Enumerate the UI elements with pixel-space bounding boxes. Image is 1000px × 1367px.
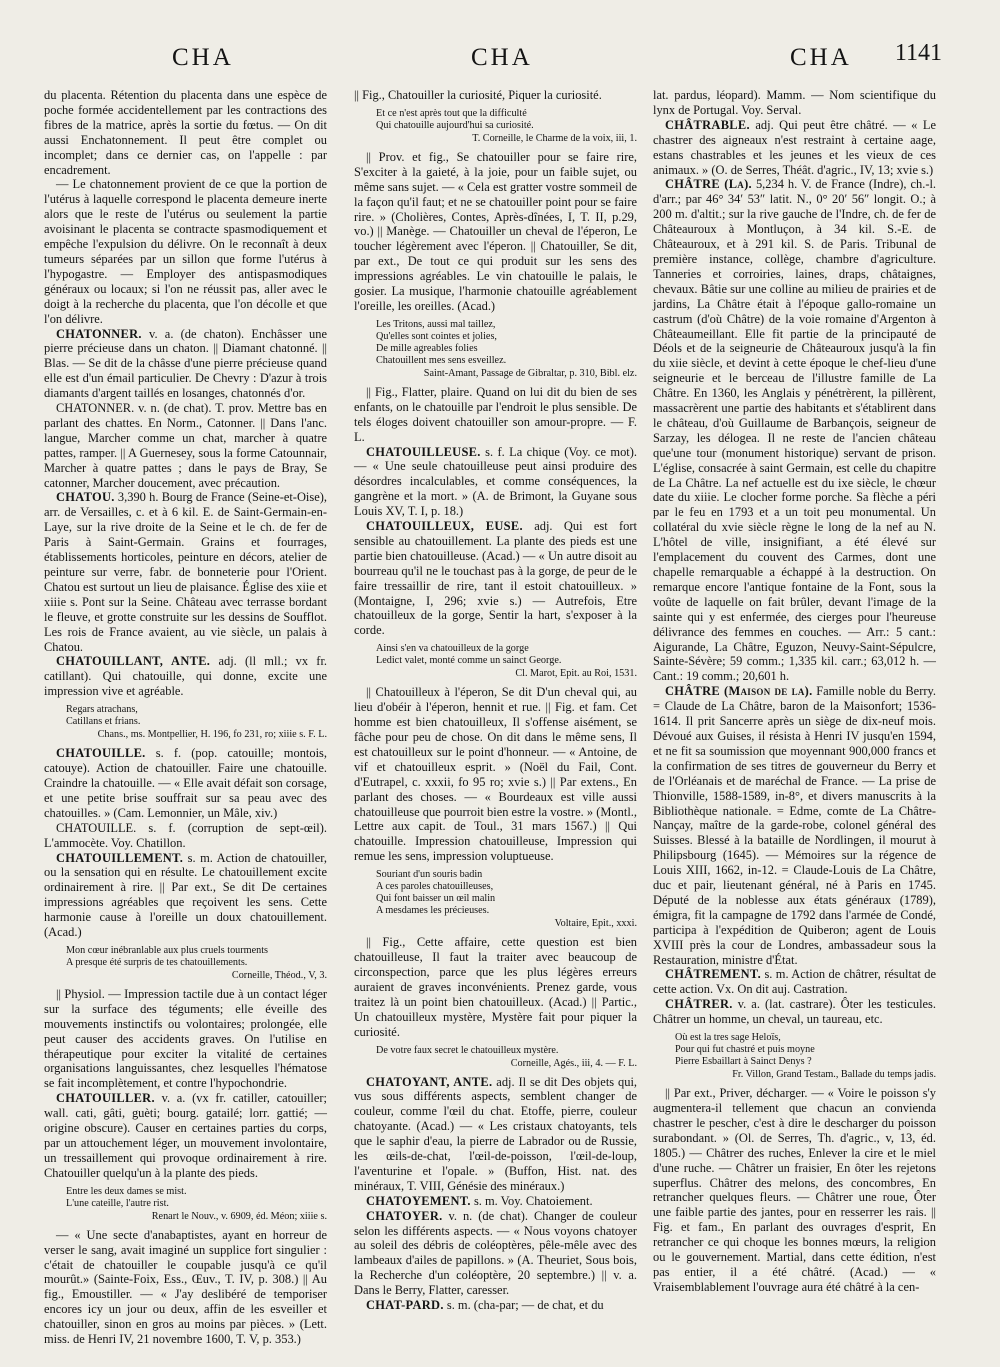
entry-paragraph	[44, 88, 327, 177]
quotation-source: Fr. Villon, Grand Testam., Ballade du temps jadis.	[732, 1069, 936, 1081]
quotation-line: Où est la tres sage Heloïs,	[675, 1032, 781, 1044]
entry-text: adj. Qui peut être châtré. — « Le chastrer des aigneaux n'est restraint à certaine aage, estans chastrables et les jeunes et les vieux de ces animaux. » (O. de Serres, Théât. d'agric., IV, 13; xvie s.)	[653, 117, 936, 177]
quotation-line: Entre les deux dames se mist.	[66, 1185, 187, 1197]
verse-quotation	[675, 1032, 936, 1081]
dictionary-entry	[354, 1209, 637, 1298]
quotation-line: Les Tritons, aussi mal taillez,	[376, 318, 496, 330]
entry-headword: CHÂTRE (Maison de la).	[665, 684, 813, 699]
quotation-line: Qui font baisser un œil malin	[376, 893, 496, 905]
entry-text: — Le chatonnement provient de ce que la portion de l'utérus à laquelle correspond le placenta demeure inerte alors que le reste de l'utérus ou seulement la partie avoisinant le placenta se contracte spasmodiquement et empêche l'expulsion du délivre. On le reconnaît à deux tumeurs séparées par un sillon que forme l'utérus à l'hypogastre. — Employer des antispasmodiques généraux ou locaux; si l'on ne réussit pas, aller avec le doigt à la recherche du placenta, que l'on décolle et que l'on délivre.	[44, 177, 327, 326]
quotation-source: Chans., ms. Montpellier, H. 196, fo 231, ro; xiiie s. F. L.	[97, 729, 327, 741]
entry-headword: CHATOUILLER.	[56, 1091, 155, 1106]
entry-headword: CHATOUILLEUSE.	[366, 444, 481, 459]
entry-headword: CHATOYER.	[366, 1208, 443, 1223]
entry-text: CHATONNER. v. n. (de chat). T. prov. Mettre bas en parlant des chattes. En Norm., Catonner. || Dans l'anc. langue, Marcher comme un chat, marcher à quatre pattes, ramper. || A Guernesey, sous la forme Catounnair, Marcher à quatre pattes ; dans le pays de Bray, Se catonner, Marcher doucement, avec précaution.	[44, 401, 327, 490]
dictionary-entry	[354, 1194, 637, 1209]
entry-paragraph	[44, 1228, 327, 1347]
entry-headword: CHATOUILLE.	[56, 746, 146, 761]
quotation-line: Pour qui fut chastré et puis moyne	[675, 1044, 815, 1056]
dictionary-entry	[44, 490, 327, 654]
quotation-line: Et ce n'est après tout que la difficulté	[376, 107, 527, 119]
quotation-line: Ledict valet, monté comme un sainct George.	[376, 655, 562, 667]
running-head-left: CHA	[172, 44, 234, 71]
entry-text: 5,234 h. V. de France (Indre), ch.-l. d'arr.; par 46° 34′ 53″ latit. N., 0° 20′ 56″ longit. O.; à 200 m. d'altit.; sur la rive gauche de l'Indre, ch. de fer de Châteauroux à Montluçon, à 34 kil. S.-E. de Châteauroux, et à 291 kil. S. de Paris. Tribunal de première instance, collège, chambre d'agriculture. Tanneries et corroiries, laines, draps, châtaignes, chevaux. Bâtie sur une colline au milieu de prairies et de jardins, La Châtre était à l'époque gallo-romaine un castrum (d'où Châtre) de la voie romaine d'Argenton à Châteaumeillant. Elle fit partie de la principauté de Déols et de la seigneurie de Châteauroux jusqu'à la fin du xiie siècle, et devint à cette époque le chef-lieu d'une seigneurie et le berceau de l'illustre famille de La Châtre. En 1360, les Anglais y pénétrèrent, la pillèrent, massacrèrent une partie des habitants et s'établirent dans le château, d'où Guillaume de Barbançois, seigneur de Sarzay, les délogea. Il ne reste de l'ancien château que'une tour (monument historique) servant de prison. L'église, consacrée à saint Germain, est celle du chapitre de La Châtre. La nef actuelle est du ixe siècle, le chœur date du xiiie. Le clocher forme porche. Sa flèche a péri par le feu en 1793 et a un toit peu monumental. Un collatéral du xvie siècle règne le long de la nef au N. L'hôtel de ville, insignifiant, a été élevé sur l'emplacement du couvent des Carmes, dont une chapelle remarquable a échappé à la destruction. On remarque encore l'antique fontaine de la Font, sous la voûte de laquelle on fait brûler, devant l'image de la sainte qui y est enfermée, des cierges pour l'heureuse délivrance des femmes en couches. — Arr.: 5 cant.: Aigurande, La Châtre, Eguzon, Neuvy-Saint-Sépulcre, Sainte-Sévère; 59 comm.; 1,335 kil. carr.; 63,012 h. — Cant.: 19 comm.; 20,601 h.	[653, 177, 937, 684]
entry-paragraph	[354, 685, 637, 864]
dictionary-entry	[653, 684, 936, 967]
dictionary-entry	[44, 654, 327, 699]
quotation-line: A ces paroles chatouilleuses,	[376, 881, 494, 893]
entry-text: || Par ext., Priver, décharger. — « Voire le poisson s'y augmentera-il tellement que chacun an convienda chastrer le pescher, c'est à dire le descharger du poisson surabondant. » (Ol. de Serres, Th. d'agric., v, 13, éd. 1805.) — Châtrer des ruches, Enlever la cire et le miel d'une ruche. — Châtrer un fraisier, En ôter les rejetons superflus. Châtrer des melons, des concombres, En retrancher quelques fleurs. — Châtrer une roue, Ôter une faible partie des jantes, pour en resserrer les rais. || Fig. et fam., En parlant des ouvrages d'esprit, En retrancher ce qui choque les bonnes mœurs, la religion ou le gouvernement. Martial, dans cette édition, n'est pas entier, il a été châtré. (Acad.) — « Vraisemblablement l'ouvrage aura été châtré à la cen-	[653, 1086, 936, 1294]
entry-text: || Fig., Cette affaire, cette question est bien chatouilleuse, Il faut la traiter avec beaucoup de circonspection, parce que les plus légères erreurs auraient de graves inconvénients. Prenez garde, vous traitez là un point bien chatouilleux. (Acad.) || Partic., Un chatouilleux mystère, Mystère fait pour piquer la curiosité.	[354, 935, 637, 1039]
verse-quotation	[376, 643, 637, 680]
dictionary-entry	[653, 967, 936, 997]
entry-text: Famille noble du Berry. = Claude de La Châtre, baron de la Maisonfort; 1536-1614. Il prit Sancerre après un siège de dix-neuf mois. Dévoué aux Guises, il résista à Henri IV jusqu'en 1594, et ne fit sa soumission que moyennant 900,000 francs et la confirmation de ses titres de gouverneur du Berry et de l'Orléanais et de maréchal de France. — La prise de Thionville, 1588-1589, in-8°, et divers manuscrits à la Bibliothèque nationale. = Edme, comte de La Châtre-Nançay, maître de la garde-robe, colonel général des Suisses. Blessé à la bataille de Nordlingen, il mourut à Philipsbourg (1645). — Mémoires sur la régence de Louis XIII, 1662, in-12. = Claude-Louis de La Châtre, duc et pair, lieutenant général, né à Paris en 1745. Député de la noblesse aux états généraux (1789), émigra, fit la campagne de 1792 dans l'armée de Condé, participa à l'expédition de Quiberon; agent de Louis XVIII près la cour de Londres, ambassadeur sous la Restauration, ministre d'État.	[653, 684, 936, 967]
quotation-line: Qui chatouille aujourd'hui sa curiosité.	[376, 119, 534, 131]
entry-paragraph	[354, 935, 637, 1039]
verse-quotation	[376, 869, 637, 930]
quotation-source: Saint-Amant, Passage de Gibraltar, p. 310, Bibl. elz.	[423, 367, 637, 379]
dictionary-entry	[44, 851, 327, 940]
dictionary-entry	[354, 445, 637, 520]
entry-text: lat. pardus, léopard). Mamm. — Nom scientifique du lynx de Portugal. Voy. Serval.	[653, 88, 936, 117]
verse-quotation	[376, 108, 637, 145]
entry-headword: CHATOUILLANT, ANTE.	[56, 654, 211, 669]
entry-paragraph	[44, 821, 327, 851]
quotation-source: Cl. Marot, Epit. au Roi, 1531.	[515, 668, 637, 680]
entry-text: s. m. Voy. Chatoiement.	[473, 1193, 593, 1208]
dictionary-entry	[354, 1075, 637, 1194]
verse-quotation	[376, 1045, 637, 1070]
verse-quotation	[66, 704, 327, 741]
entry-text: || Physiol. — Impression tactile due à un contact léger sur la surface des téguments; elle éveille des mouvements instinctifs ou volontaires; prolongée, elle peut causer des accidents graves. On l'utilise en thérapeutique pour exciter la vitalité de certaines organisations languissantes, chez lesquelles l'hématose se fait incomplètement, et contre l'hypochondrie.	[44, 986, 327, 1091]
running-head-right: CHA	[790, 44, 852, 71]
entry-headword: CHATOUILLEMENT.	[56, 850, 184, 865]
entry-headword: CHATOYEMENT.	[366, 1193, 471, 1208]
quotation-line: A presque été surpris de tes chatouillements.	[66, 956, 248, 968]
quotation-source: Corneille, Théod., V, 3.	[231, 969, 327, 981]
entry-text: — « Une secte d'anabaptistes, ayant en horreur de verser le sang, avait imaginé un supplice fort singulier : c'était de chatouiller le coupable jusqu'à ce qu'il mourût.» (Sainte-Foix, Ess., Œuv., T. IV, p. 308.) || Au fig., Emoustiller. — « J'ay deslibéré de temporiser encores icy un jour ou deux, affin de les esveiller et chatouiller, sinon en gros au moins par pièces. » (Lett. miss. de Henri IV, 21 novembre 1600, T. V, p. 353.)	[44, 1227, 327, 1347]
entry-text: v. n. (de chat). Changer de couleur selon les différents aspects. — « Nous voyons chatoyer au soleil des débris de coléoptères, pêle-mêle avec des lambeaux d'ailes de papillons. » (A. Theuriet, Sous bois, la Recherche d'un coléoptère, 20 septembre.) || v. a. Dans le Berry, Flatter, caresser.	[354, 1208, 637, 1298]
column-2	[354, 88, 637, 1313]
quotation-line: Ainsi s'en va chatouilleux de la gorge	[376, 643, 529, 655]
quotation-line: De mille agreables folies	[376, 342, 478, 354]
page-number: 1141	[894, 40, 942, 66]
entry-paragraph	[354, 150, 637, 314]
entry-paragraph	[354, 88, 637, 103]
entry-text: v. a. (vx fr. catiller, catouiller; wall. cati, gâti, guèti; bourg. gatailé; lorr. gattié; — origine obscure). Causer en certaines parties du corps, par un attouchement léger, un mouvement involontaire, un tressaillement qui provoque ordinairement à rire. Chatouiller quelqu'un à la plante des pieds.	[44, 1091, 327, 1180]
entry-text: s. m. Action de châtrer, résultat de cette action. Vx. On dit auj. Castration.	[653, 967, 937, 997]
entry-headword: CHÂTRABLE.	[665, 117, 750, 132]
entry-text: du placenta. Rétention du placenta dans une espèce de poche formée accidentellement par les contractions des fibres de la matrice, après la sortie du fœtus. — On dit aussi Enchatonnement. Il peut être complet ou incomplet; dans ce dernier cas, on l'appelle : par encadrement.	[44, 88, 327, 177]
entry-text: || Fig., Flatter, plaire. Quand on lui dit du bien de ses enfants, on le chatouille par l'endroit le plus sensible. De tels éloges doivent chatouiller son amour-propre. — F. L.	[354, 384, 637, 444]
column-3	[653, 88, 936, 1295]
entry-headword: CHATOU.	[56, 490, 115, 505]
dictionary-entry	[44, 327, 327, 402]
dictionary-entry	[653, 118, 936, 178]
entry-text: CHATOUILLE. s. f. (corruption de sept-œil). L'ammocète. Voy. Chatillon.	[44, 820, 327, 850]
entry-headword: CHATOYANT, ANTE.	[366, 1074, 493, 1089]
quotation-line: Qu'elles sont cointes et jolies,	[376, 330, 497, 342]
entry-headword: CHÂTREMENT.	[665, 967, 762, 982]
entry-text: 3,390 h. Bourg de France (Seine-et-Oise), arr. de Versailles, c. et à 6 kil. E. de Saint-Germain-en-Laye, sur la rive droite de la Seine et le ch. de fer de Paris à Saint-Germain. Grains et fourrages, établissements horticoles, peinture en décors, atelier de peinture sur verre, fabr. de bonneterie pour l'Orient. Chatou est surtout un lieu de plaisance. Église des xiie et xiiie s. Pont sur la Seine. Château avec terrasse bordant le fleuve, et grotte construite sur les dessins de Soufflot. Les rois de France avaient, au vie siècle, un palais à Chatou.	[44, 490, 327, 654]
entry-headword: CHÂTRE (La).	[665, 177, 752, 192]
quotation-source: T. Corneille, le Charme de la voix, iii, 1.	[472, 132, 637, 144]
quotation-source: Voltaire, Epit., xxxi.	[554, 918, 637, 930]
entry-paragraph	[653, 88, 936, 118]
entry-text: || Prov. et fig., Se chatouiller pour se faire rire, S'exciter à la gaieté, à la joie, pour un faible sujet, ou même sans sujet. — « Cela est gratter vostre sommeil de la façon qu'il faut; et ne se chatouiller point pour se faire rire. » (Cholières, Contes, Après-dînées, I, T. II, p.29, vo.) || Manège. — Chatouiller un cheval de l'éperon, Le toucher légèrement avec l'éperon. || Chatouiller, Se dit, par ext., De tout ce qui produit sur les sens des impressions agréables. Le vin chatouille le palais, le gosier. La musique, l'harmonie chatouille agréablement l'oreille, les oreilles. (Acad.)	[354, 149, 637, 313]
entry-text: s. m. (cha-par; — de chat, et du	[446, 1298, 604, 1313]
entry-text: v. a. (lat. castrare). Ôter les testicules. Châtrer un homme, un cheval, un taureau, etc.	[653, 997, 937, 1027]
entry-text: adj. Il se dit Des objets qui, vus sous différents aspects, semblent changer de couleur, comme l'œil du chat. Etoffe, pierre, couleur chatoyante. (Acad.) — « Les cristaux chatoyants, tels que le saphir d'eau, la pierre de Labrador ou de Russie, les œils-de-chat, l'œil-de-poisson, l'œil-de-loup, l'aventurine et l'opale. » (Buffon, Hist. nat. des minéraux, T. VIII, Génésie des minéraux.)	[354, 1074, 638, 1193]
quotation-line: L'une cateille, l'autre rist.	[66, 1197, 169, 1209]
verse-quotation	[376, 319, 637, 380]
quotation-line: Regars atrachans,	[66, 704, 138, 716]
entry-text: || Chatouilleux à l'éperon, Se dit D'un cheval qui, au lieu d'obéir à l'éperon, hennit et rue. || Fig. et fam. Cet homme est bien chatouilleux, Il s'offense aisément, se fâche pour peu de chose. On dit dans le même sens, Il est chatouilleux sur le point d'honneur. — « Antoine, de vif et chatouilleux esprit. » (Noël du Fail, Cont. d'Eutrapel, c. xxxii, fo 95 ro; xvie s.) || Par extens., En parlant des choses. — « Bourdeaux est ville aussi chatouilleuse que pourroit bien estre la vostre. » (Montl., Lettre aux capit. de Toul., 31 mars 1567.) || Qui chatouille. Impression chatouilleuse, Impression qui remue les sens, impression voluptueuse.	[354, 685, 637, 864]
quotation-line: A mesdames les précieuses.	[376, 905, 490, 917]
entry-text: adj. (ll mll.; vx fr. catillant). Qui chatouille, qui donne, excite une impression vive et agréable.	[44, 654, 328, 699]
verse-quotation	[66, 1186, 327, 1223]
entry-paragraph	[354, 385, 637, 445]
entry-paragraph	[44, 177, 327, 326]
entry-headword: CHATOUILLEUX, EUSE.	[366, 519, 523, 534]
entry-text: s. m. Action de chatouiller, ou la sensation qui en résulte. Le chatouillement excite ordinairement à rire. || Par ext., Se dit De certaines impressions agréables que reçoivent les sens. Cette harmonie cause à l'oreille un doux chatouillement. (Acad.)	[44, 850, 327, 940]
verse-quotation	[66, 945, 327, 982]
entry-paragraph	[44, 401, 327, 490]
entry-text: s. f. La chique (Voy. ce mot). — « Une seule chatouilleuse peut ainsi produire des désordres incalculables, et comme conséquences, la gangrène et la mort. » (A. de Brimont, la Guyane sous Louis XV, T. I, p. 18.)	[354, 444, 637, 519]
quotation-line: Pierre Esbaillart à Sainct Denys ?	[675, 1056, 812, 1068]
entry-text: v. a. (de chaton). Enchâsser une pierre précieuse dans un chaton. || Diamant chatonné. || Blas. — Se dit de la châsse d'une pierre précieuse quand elle est d'un émail particulier. De Chevry : D'azur à trois diamants d'argent taillés en losanges, chatonnés d'or.	[44, 326, 328, 401]
quotation-line: Souriant d'un souris badin	[376, 869, 483, 881]
dictionary-entry	[44, 1091, 327, 1180]
quotation-line: Mon cœur inébranlable aux plus cruels tourments	[66, 944, 268, 956]
running-head-middle: CHA	[471, 44, 533, 71]
entry-text: adj. Qui est fort sensible au chatouillement. La plante des pieds est une partie bien chatouilleuse. (Acad.) — « Un autre disoit au bourreau qu'il ne le touchast pas à la gorge, de peur de le faire tressaillir de rire, tant il estoit chatouilleux. » (Montaigne, I, 296; xvie s.) — Autrefois, Etre chatouilleux de la gorge, Sentir la hart, s'exposer à la corde.	[354, 519, 637, 638]
entry-headword: CHÂTRER.	[665, 997, 733, 1012]
dictionary-entry	[653, 177, 936, 684]
entry-headword: CHAT-PARD.	[366, 1298, 444, 1313]
dictionary-entry	[44, 746, 327, 821]
quotation-line: Catillans et frians.	[66, 716, 141, 728]
dictionary-entry	[354, 519, 637, 638]
entry-paragraph	[653, 1086, 936, 1295]
entry-paragraph	[44, 987, 327, 1091]
dictionary-entry	[354, 1298, 637, 1313]
quotation-source: Corneille, Agés., iii, 4. — F. L.	[510, 1057, 637, 1069]
quotation-line: Chatouillent mes sens esveillez.	[376, 354, 507, 366]
entry-text: || Fig., Chatouiller la curiosité, Piquer la curiosité.	[354, 88, 602, 102]
dictionary-entry	[653, 997, 936, 1027]
column-1	[44, 88, 327, 1347]
quotation-source: Renart le Nouv., v. 6909, éd. Méon; xiiie s.	[151, 1210, 327, 1222]
quotation-line: De votre faux secret le chatouilleux mystère.	[376, 1044, 559, 1056]
entry-headword: CHATONNER.	[56, 326, 142, 341]
entry-text: s. f. (pop. catouille; montois, catouye). Action de chatouiller. Faire une chatouille. Craindre la chatouille. — « Elle avait défait son corsage, et une petite brise souffrait sur sa peau avec des chatouilles. » (Cam. Lemonnier, un Mâle, xiv.)	[44, 746, 328, 820]
